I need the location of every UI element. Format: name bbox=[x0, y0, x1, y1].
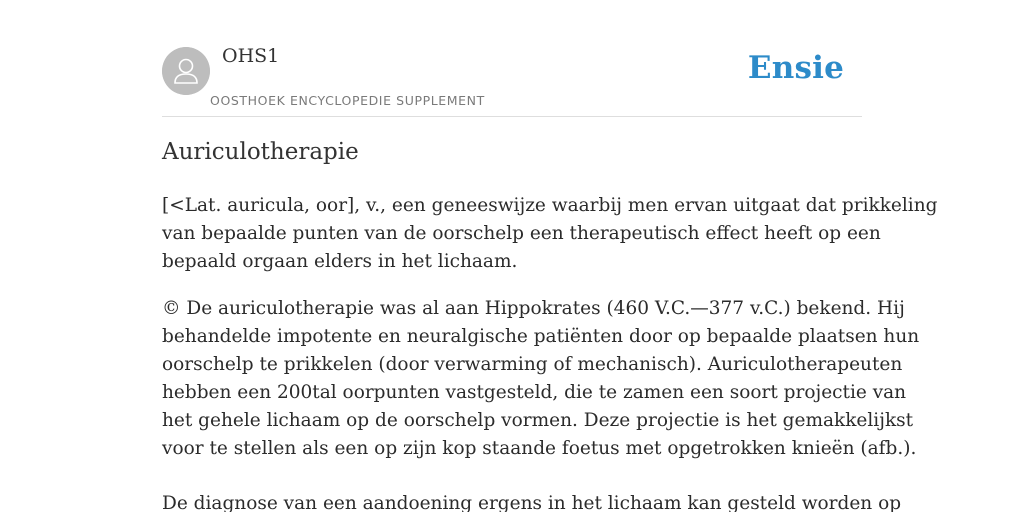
text-line: © De auriculotherapie was al aan Hippokrates (460 V.C.—377 v.C.) bekend. Hij bbox=[162, 298, 905, 319]
text-line: De diagnose van een aandoening ergens in het lichaam kan gesteld worden op bbox=[162, 493, 902, 512]
ensie-logo[interactable]: Ensie bbox=[747, 50, 844, 86]
text-line: van bepaalde punten van de oorschelp een therapeutisch effect heeft op een bbox=[162, 223, 881, 244]
text-line: oorschelp te prikkelen (door verwarming of mechanisch). Auriculotherapeuten bbox=[162, 354, 903, 375]
definition-paragraph bbox=[162, 192, 938, 276]
page-wrapper bbox=[162, 0, 938, 512]
history-paragraph bbox=[162, 295, 920, 463]
author-header bbox=[162, 0, 862, 117]
user-avatar-icon[interactable] bbox=[162, 47, 210, 95]
text-line: bepaald orgaan elders in het lichaam. bbox=[162, 251, 518, 272]
text-line: voor te stellen als een op zijn kop staande foetus met opgetrokken knieën (afb.). bbox=[162, 438, 917, 459]
article-title: Auriculotherapie bbox=[162, 139, 359, 165]
text-line: [<Lat. auricula, oor], v., een geneeswijze waarbij men ervan uitgaat dat prikkeling bbox=[162, 195, 938, 216]
text-line: hebben een 200tal oorpunten vastgesteld, die te zamen een soort projectie van bbox=[162, 382, 907, 403]
diagnosis-paragraph bbox=[162, 490, 902, 512]
author-name[interactable]: OHS1 bbox=[222, 45, 280, 67]
text-line: het gehele lichaam op de oorschelp vormen. Deze projectie is het gemakkelijkst bbox=[162, 410, 914, 431]
text-line: behandelde impotente en neuralgische patiënten door op bepaalde plaatsen hun bbox=[162, 326, 920, 347]
source-label[interactable]: OOSTHOEK ENCYCLOPEDIE SUPPLEMENT bbox=[210, 93, 485, 108]
